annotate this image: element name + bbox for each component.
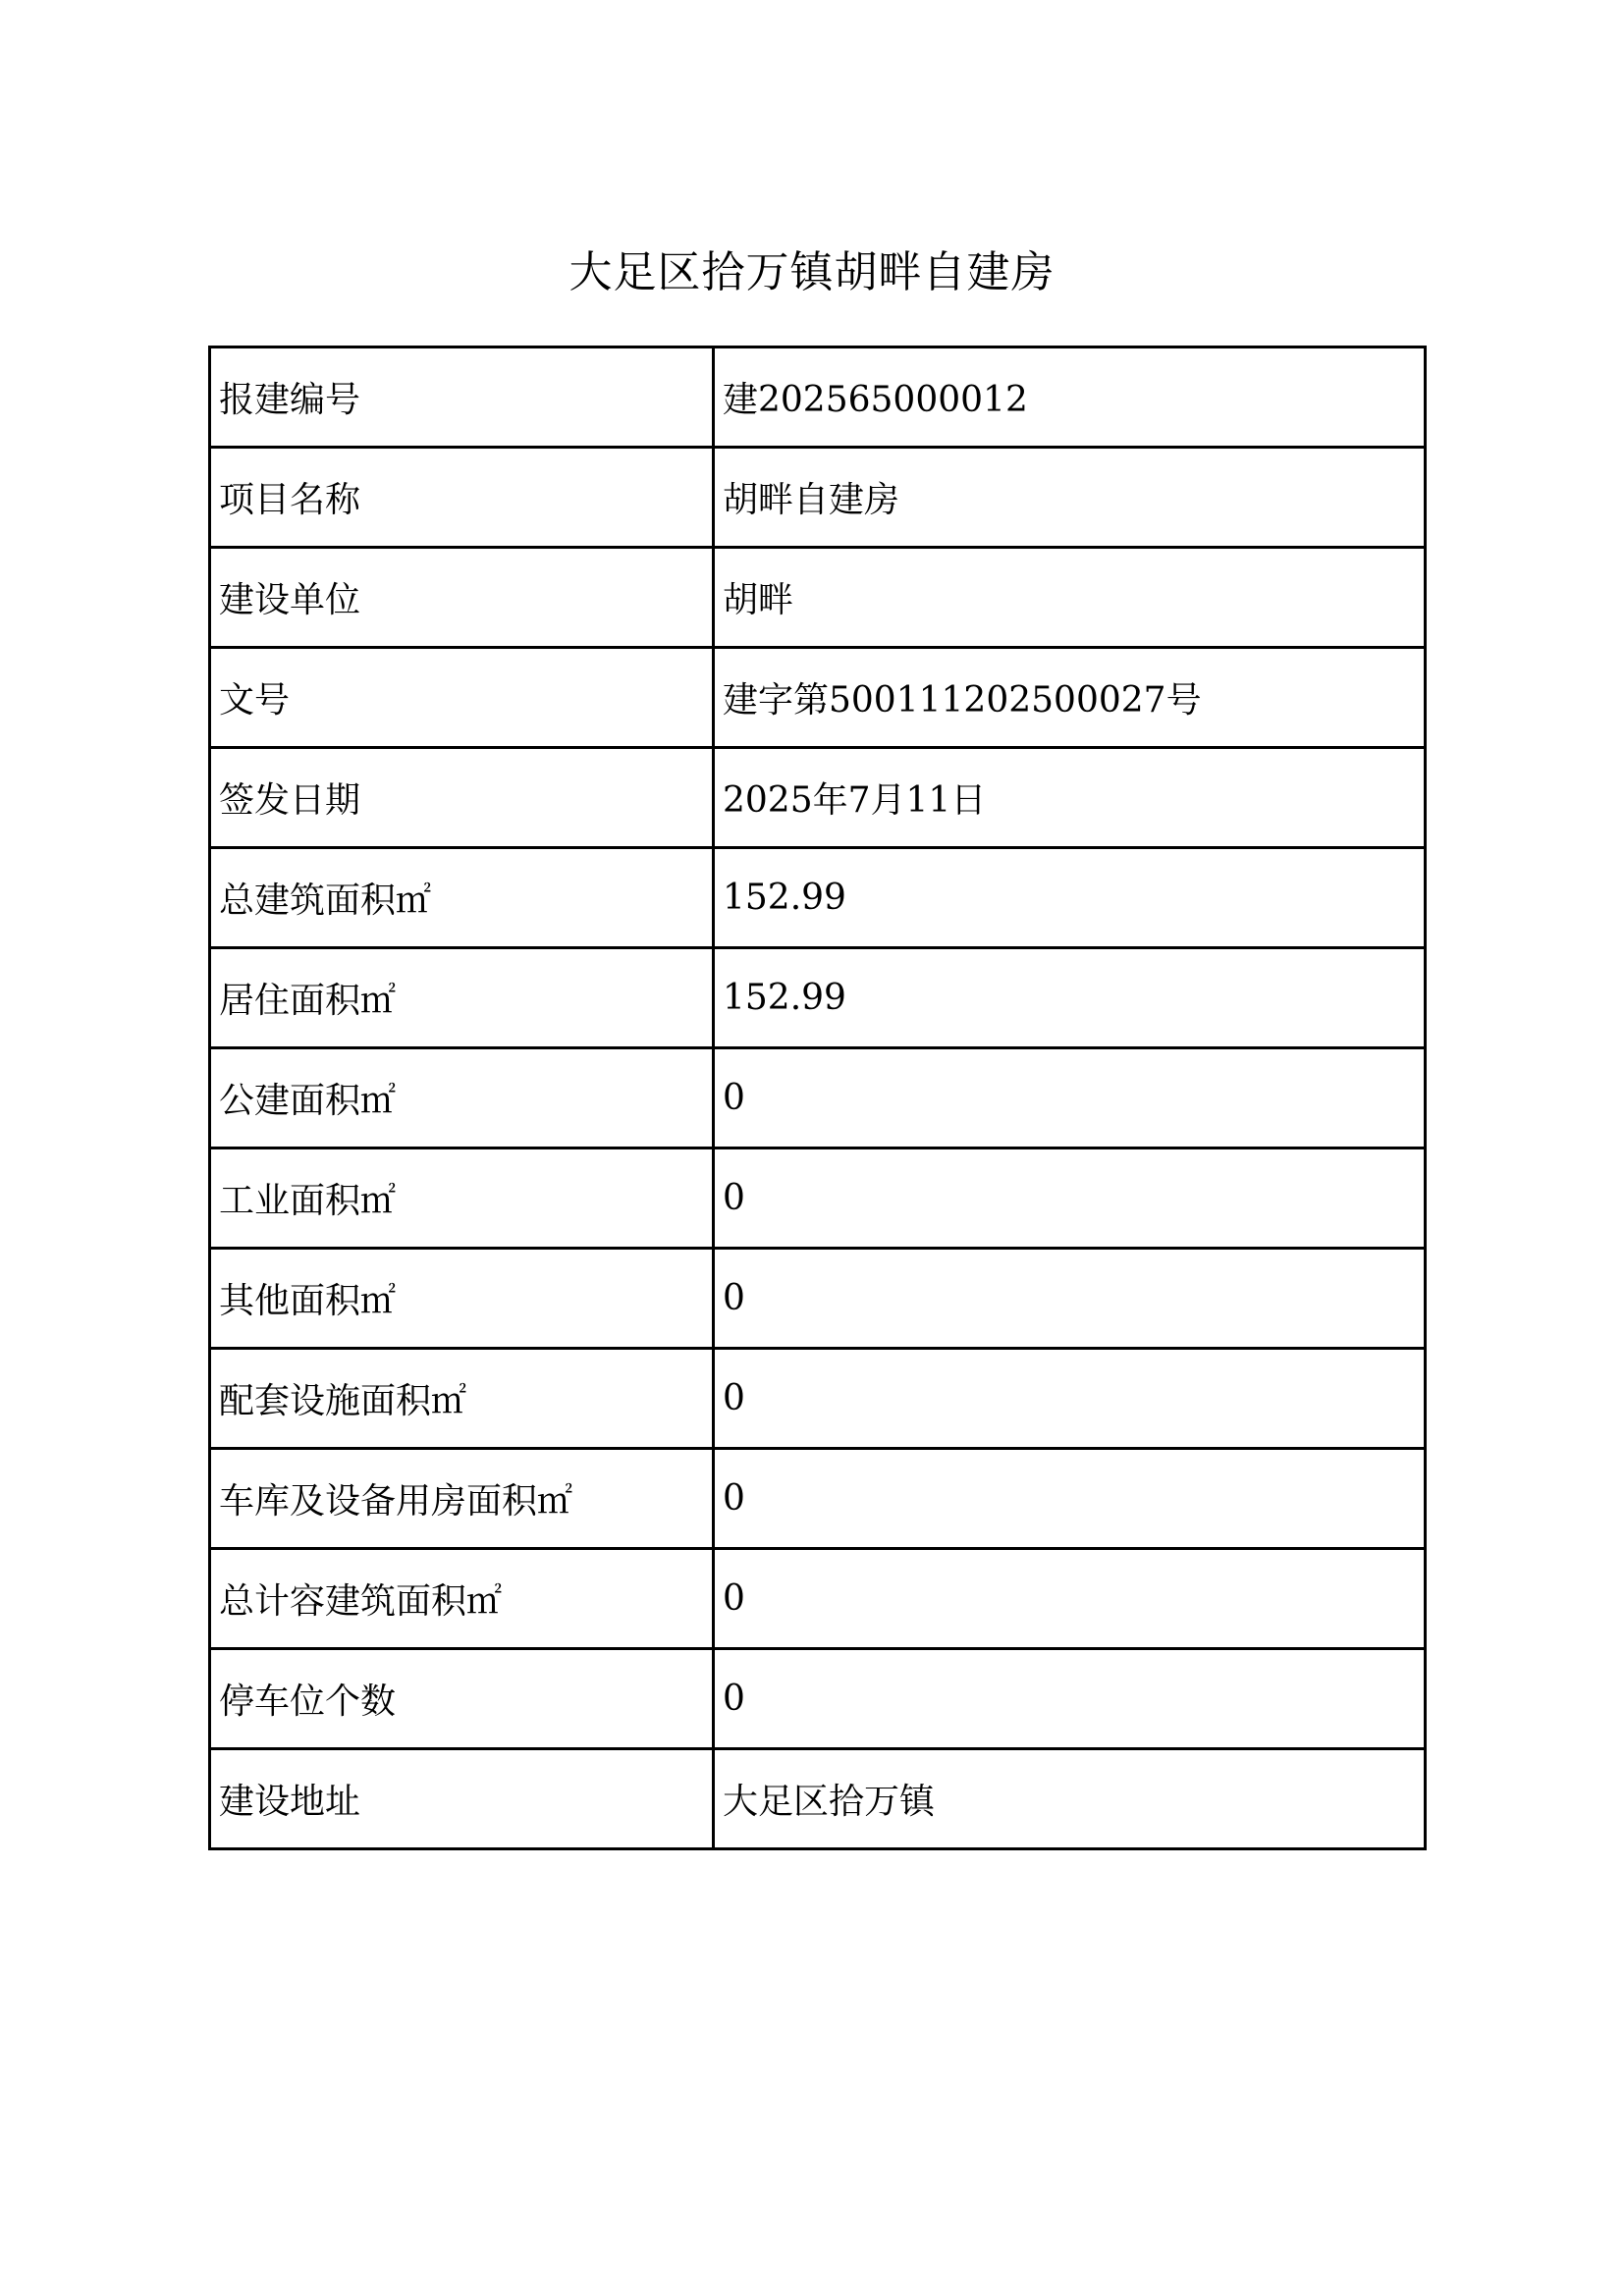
table-row <box>210 1749 1426 1849</box>
table-row <box>210 648 1426 748</box>
table-row <box>210 1449 1426 1549</box>
row-value: 胡畔 <box>714 548 1426 648</box>
row-label: 建设地址 <box>210 1749 714 1849</box>
table-row <box>210 1148 1426 1249</box>
table-row <box>210 347 1426 448</box>
row-value: 0 <box>714 1349 1426 1449</box>
row-label: 居住面积㎡ <box>210 948 714 1048</box>
row-label: 项目名称 <box>210 448 714 548</box>
table-row <box>210 948 1426 1048</box>
row-value: 大足区拾万镇 <box>714 1749 1426 1849</box>
row-label: 总建筑面积㎡ <box>210 848 714 948</box>
table-row <box>210 1349 1426 1449</box>
row-label: 签发日期 <box>210 748 714 848</box>
table-row <box>210 1649 1426 1749</box>
row-label: 配套设施面积㎡ <box>210 1349 714 1449</box>
table-row <box>210 448 1426 548</box>
project-info-table <box>208 346 1427 1850</box>
row-value: 0 <box>714 1148 1426 1249</box>
row-value: 胡畔自建房 <box>714 448 1426 548</box>
row-value: 0 <box>714 1549 1426 1649</box>
table-row <box>210 848 1426 948</box>
table-row <box>210 748 1426 848</box>
page-title: 大足区拾万镇胡畔自建房 <box>568 247 1056 297</box>
row-value: 0 <box>714 1048 1426 1148</box>
row-value: 0 <box>714 1449 1426 1549</box>
row-value: 2025年7月11日 <box>714 748 1426 848</box>
row-label: 公建面积㎡ <box>210 1048 714 1148</box>
row-value: 建202565000012 <box>714 347 1426 448</box>
table-row <box>210 1048 1426 1148</box>
row-label: 工业面积㎡ <box>210 1148 714 1249</box>
row-label: 文号 <box>210 648 714 748</box>
row-value: 建字第500111202500027号 <box>714 648 1426 748</box>
table-row <box>210 1549 1426 1649</box>
row-label: 报建编号 <box>210 347 714 448</box>
row-label: 车库及设备用房面积㎡ <box>210 1449 714 1549</box>
row-label: 其他面积㎡ <box>210 1249 714 1349</box>
row-label: 总计容建筑面积㎡ <box>210 1549 714 1649</box>
table-row <box>210 1249 1426 1349</box>
table-row <box>210 548 1426 648</box>
row-value: 0 <box>714 1649 1426 1749</box>
row-value: 152.99 <box>714 948 1426 1048</box>
row-label: 停车位个数 <box>210 1649 714 1749</box>
row-value: 152.99 <box>714 848 1426 948</box>
row-value: 0 <box>714 1249 1426 1349</box>
row-label: 建设单位 <box>210 548 714 648</box>
